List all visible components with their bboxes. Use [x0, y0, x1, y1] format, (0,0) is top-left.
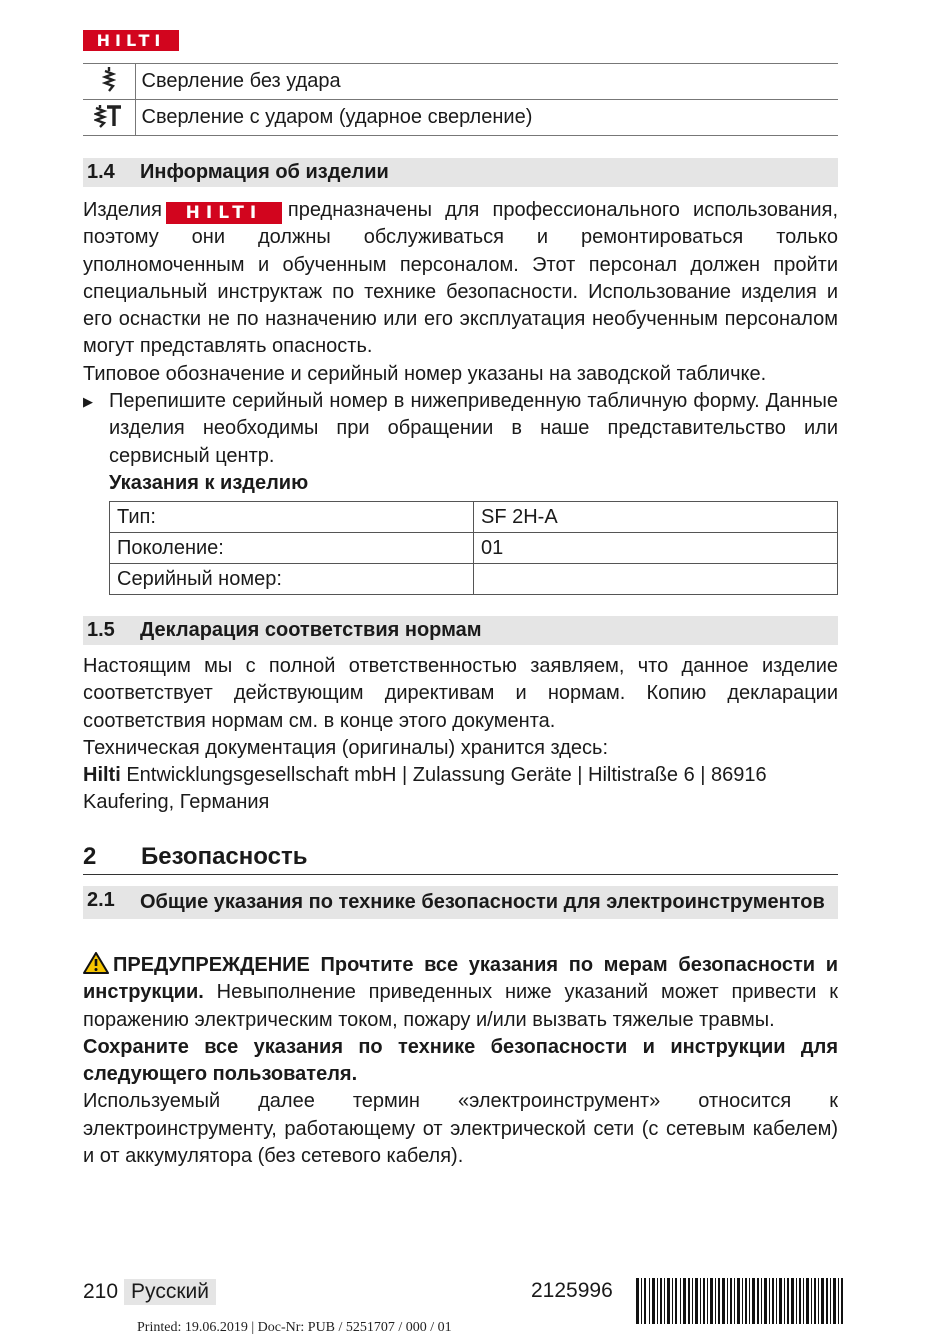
print-info: Printed: 19.06.2019 | Doc-Nr: PUB / 5251707 / 000 / 01	[137, 1320, 452, 1335]
product-info-paragraph	[83, 197, 838, 361]
bullet-item	[83, 388, 838, 470]
documentation-paragraph: Техническая документация (оригиналы) хранится здесь:	[83, 736, 609, 759]
declaration-paragraph: Настоящим мы с полной ответственностью заявляем, что данное изделие соответствует действующим директивам и нормам. Копию декларации соответствия нормам см. в конце этого документа.	[83, 655, 838, 732]
section-1-4-body	[83, 197, 838, 497]
section-number: 1.5	[87, 619, 115, 641]
section-title: Информация об изделии	[140, 161, 389, 183]
warning-bold-text: Прочтите все указания по мерам безопасности и инструкции.	[83, 954, 838, 1004]
symbol-text: Сверление с ударом (ударное сверление)	[135, 100, 838, 136]
footer-page-info	[83, 1279, 216, 1305]
symbol-table	[83, 63, 838, 136]
text-span: Изделия	[83, 199, 162, 221]
table-label: Тип:	[110, 502, 474, 533]
section-heading-1-4	[83, 158, 838, 187]
hammer-drill-icon	[83, 100, 135, 136]
section-number: 1.4	[87, 161, 115, 183]
type-plate-paragraph: Типовое обозначение и серийный номер указаны на заводской табличке.	[83, 362, 767, 385]
keep-instructions-paragraph: Сохраните все указания по технике безопасности и инструкции для следующего пользователя.	[83, 1035, 838, 1086]
address-text: Entwicklungsgesellschaft mbH | Zulassung Geräte | Hiltistraße 6 | 86916 Kaufering, Германия	[83, 764, 767, 814]
section-heading-2-1	[83, 886, 838, 919]
chapter-heading-2	[83, 843, 838, 875]
text-span: Перепишите серийный номер в нижеприведенную табличную форму. Данные изделия необходимы при обращении в наше представительство или сервисный центр.	[109, 390, 838, 467]
table-label: Поколение:	[110, 533, 474, 564]
barcode-icon	[636, 1278, 843, 1324]
table-row	[110, 533, 838, 564]
warning-paragraph	[83, 952, 838, 1034]
section-heading-1-5	[83, 616, 838, 645]
table-value	[474, 564, 838, 595]
product-info-table	[109, 501, 838, 595]
product-subheading: Указания к изделию	[109, 471, 309, 494]
section-number: 2.1	[87, 889, 115, 911]
warning-label: ПРЕДУПРЕЖДЕНИЕ	[113, 954, 310, 976]
hilti-logo: HILTI	[83, 30, 179, 51]
section-title: Общие указания по технике безопасности для электроинструментов	[140, 891, 825, 913]
term-definition-paragraph: Используемый далее термин «электроинструмент» относится к электроинструменту, работающему от электрической сети (с сетевым кабелем) и от аккумулятора (без сетевого кабеля).	[83, 1090, 838, 1168]
page-number: 210	[83, 1280, 119, 1303]
company-name: Hilti	[83, 764, 121, 787]
table-value: SF 2H-A	[474, 502, 838, 533]
chapter-number: 2	[83, 843, 97, 870]
text-span: предназначены для профессионального использования, поэтому они должны обслуживаться и ремонтироваться только уполномоченным и обученным персоналом. Этот персонал должен пройти специальный инструктаж по технике безопасности. Использование изделия и его оснастки не по назначению или его эксплуатация необученным персоналом могут представлять опасность.	[83, 199, 838, 358]
symbol-text: Сверление без удара	[135, 64, 838, 100]
section-2-1-body	[83, 952, 838, 1170]
table-row	[110, 502, 838, 533]
address-paragraph	[83, 762, 838, 817]
hilti-logo-inline: HILTI	[166, 202, 282, 224]
symbol-row	[83, 64, 838, 100]
table-value: 01	[474, 533, 838, 564]
table-label: Серийный номер:	[110, 564, 474, 595]
section-title: Декларация соответствия нормам	[140, 619, 482, 641]
language-label: Русский	[124, 1279, 216, 1305]
chapter-title: Безопасность	[141, 843, 308, 870]
drill-no-hammer-icon	[83, 64, 135, 100]
symbol-row	[83, 100, 838, 136]
bullet-arrow-icon: ▶	[83, 394, 93, 410]
section-1-5-body	[83, 653, 838, 817]
warning-triangle-icon	[83, 952, 109, 974]
doc-number: 2125996	[531, 1279, 613, 1302]
table-row	[110, 564, 838, 595]
warning-text: Невыполнение приведенных ниже указаний может привести к поражению электрическим током, пожару и/или вызвать тяжелые травмы.	[83, 981, 838, 1031]
